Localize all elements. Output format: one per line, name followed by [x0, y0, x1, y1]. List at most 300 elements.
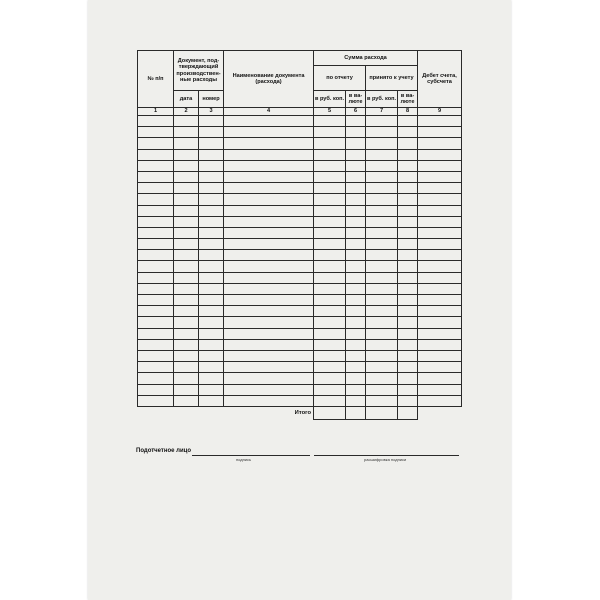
- table-cell[interactable]: [398, 127, 418, 138]
- header-accepted-rub: в руб. коп.: [366, 91, 398, 108]
- transcript-caption: расшифровка подписи: [364, 457, 407, 462]
- table-row: [138, 239, 462, 250]
- table-cell[interactable]: [346, 227, 366, 238]
- table-cell[interactable]: [418, 250, 462, 261]
- table-cell[interactable]: [314, 339, 346, 350]
- table-cell[interactable]: [138, 295, 174, 306]
- table-row: [138, 384, 462, 395]
- table-cell[interactable]: [346, 283, 366, 294]
- table-cell[interactable]: [418, 328, 462, 339]
- table-cell[interactable]: [418, 373, 462, 384]
- table-cell[interactable]: [199, 373, 224, 384]
- table-cell[interactable]: [199, 138, 224, 149]
- table-cell[interactable]: [346, 216, 366, 227]
- table-row: [138, 160, 462, 171]
- table-cell[interactable]: [224, 261, 314, 272]
- table-cell[interactable]: [418, 350, 462, 361]
- table-cell[interactable]: [398, 317, 418, 328]
- table-cell[interactable]: [174, 272, 199, 283]
- table-cell[interactable]: [174, 373, 199, 384]
- table-cell[interactable]: [199, 160, 224, 171]
- table-cell[interactable]: [174, 138, 199, 149]
- table-cell[interactable]: [314, 160, 346, 171]
- table-cell[interactable]: [398, 149, 418, 160]
- table-cell[interactable]: [138, 350, 174, 361]
- table-cell[interactable]: [224, 149, 314, 160]
- table-cell[interactable]: [314, 317, 346, 328]
- table-row: [138, 171, 462, 182]
- table-cell[interactable]: [398, 362, 418, 373]
- table-cell[interactable]: [346, 339, 366, 350]
- table-cell[interactable]: [174, 160, 199, 171]
- table-row: [138, 216, 462, 227]
- table-cell[interactable]: [418, 395, 462, 406]
- table-cell[interactable]: [224, 317, 314, 328]
- table-cell[interactable]: [199, 283, 224, 294]
- table-row: [138, 272, 462, 283]
- table-cell[interactable]: [199, 328, 224, 339]
- table-cell[interactable]: [314, 194, 346, 205]
- header-debit: [418, 51, 462, 108]
- table-cell[interactable]: [418, 127, 462, 138]
- table-cell[interactable]: [398, 373, 418, 384]
- table-cell[interactable]: [224, 160, 314, 171]
- table-cell[interactable]: [138, 116, 174, 127]
- table-cell[interactable]: [138, 306, 174, 317]
- table-cell[interactable]: [398, 138, 418, 149]
- table-cell[interactable]: [418, 339, 462, 350]
- table-cell[interactable]: [366, 149, 398, 160]
- signature-line[interactable]: [192, 455, 310, 456]
- table-cell[interactable]: [398, 239, 418, 250]
- header-number: номер: [199, 91, 224, 108]
- table-cell[interactable]: [174, 127, 199, 138]
- table-row: [138, 227, 462, 238]
- table-cell[interactable]: [346, 306, 366, 317]
- table-cell[interactable]: [418, 283, 462, 294]
- table-cell[interactable]: [224, 227, 314, 238]
- table-cell[interactable]: [199, 227, 224, 238]
- table-cell[interactable]: [174, 350, 199, 361]
- header-num: № п/п: [138, 51, 174, 108]
- table-cell[interactable]: [314, 216, 346, 227]
- table-cell[interactable]: [314, 283, 346, 294]
- table-cell[interactable]: [366, 183, 398, 194]
- table-cell[interactable]: [314, 395, 346, 406]
- table-cell[interactable]: [398, 350, 418, 361]
- table-cell[interactable]: [174, 149, 199, 160]
- table-cell[interactable]: [199, 250, 224, 261]
- table-cell[interactable]: [418, 116, 462, 127]
- table-cell[interactable]: [224, 339, 314, 350]
- table-cell[interactable]: [346, 261, 366, 272]
- table-cell[interactable]: [174, 395, 199, 406]
- table-cell[interactable]: [199, 183, 224, 194]
- table-cell[interactable]: [346, 350, 366, 361]
- table-cell[interactable]: [366, 373, 398, 384]
- table-cell[interactable]: [418, 272, 462, 283]
- table-cell[interactable]: [314, 127, 346, 138]
- total-blank: [418, 406, 462, 419]
- table-cell[interactable]: [366, 250, 398, 261]
- table-cell[interactable]: [138, 239, 174, 250]
- table-cell[interactable]: [224, 239, 314, 250]
- table-body: [138, 116, 462, 420]
- table-cell[interactable]: [314, 295, 346, 306]
- table-row: [138, 194, 462, 205]
- table-cell[interactable]: [346, 362, 366, 373]
- table-cell[interactable]: [366, 227, 398, 238]
- table-cell[interactable]: [224, 328, 314, 339]
- total-cell[interactable]: [366, 406, 398, 419]
- header-date: дата: [174, 91, 199, 108]
- table-cell[interactable]: [418, 171, 462, 182]
- table-cell[interactable]: [174, 339, 199, 350]
- table-cell[interactable]: [366, 295, 398, 306]
- table-row: [138, 362, 462, 373]
- table-cell[interactable]: [138, 171, 174, 182]
- table-cell[interactable]: [346, 194, 366, 205]
- table-cell[interactable]: [174, 171, 199, 182]
- table-cell[interactable]: [366, 350, 398, 361]
- table-cell[interactable]: [366, 283, 398, 294]
- table-cell[interactable]: [314, 384, 346, 395]
- table-cell[interactable]: [314, 350, 346, 361]
- table-cell[interactable]: [138, 395, 174, 406]
- table-cell[interactable]: [418, 306, 462, 317]
- table-row: [138, 306, 462, 317]
- table-cell[interactable]: [418, 261, 462, 272]
- table-cell[interactable]: [346, 160, 366, 171]
- table-cell[interactable]: [366, 127, 398, 138]
- table-cell[interactable]: [199, 384, 224, 395]
- table-cell[interactable]: [314, 205, 346, 216]
- table-cell[interactable]: [174, 116, 199, 127]
- table-cell[interactable]: [314, 138, 346, 149]
- table-cell[interactable]: [398, 339, 418, 350]
- table-cell[interactable]: [366, 362, 398, 373]
- table-cell[interactable]: [346, 116, 366, 127]
- table-cell[interactable]: [366, 328, 398, 339]
- table-cell[interactable]: [346, 183, 366, 194]
- table-cell[interactable]: [398, 171, 418, 182]
- table-cell[interactable]: [199, 205, 224, 216]
- header-document: [174, 51, 224, 91]
- table-row: [138, 116, 462, 127]
- table-cell[interactable]: [418, 317, 462, 328]
- table-cell[interactable]: [346, 272, 366, 283]
- total-cell[interactable]: [398, 406, 418, 419]
- table-cell[interactable]: [224, 194, 314, 205]
- table-cell[interactable]: [366, 194, 398, 205]
- table-cell[interactable]: [366, 317, 398, 328]
- table-cell[interactable]: [138, 138, 174, 149]
- table-cell[interactable]: [398, 295, 418, 306]
- table-cell[interactable]: [138, 160, 174, 171]
- signature-caption: подпись: [236, 457, 252, 462]
- table-cell[interactable]: [174, 283, 199, 294]
- table-cell[interactable]: [199, 149, 224, 160]
- table-cell[interactable]: [366, 160, 398, 171]
- table-row: [138, 261, 462, 272]
- table-cell[interactable]: [314, 250, 346, 261]
- transcript-line[interactable]: [314, 455, 459, 456]
- column-number: 7: [366, 108, 398, 116]
- table-cell[interactable]: [366, 171, 398, 182]
- header-by-report: по отчету: [314, 66, 366, 91]
- table-cell[interactable]: [418, 295, 462, 306]
- table-cell[interactable]: [174, 183, 199, 194]
- table-cell[interactable]: [418, 149, 462, 160]
- table-cell[interactable]: [224, 138, 314, 149]
- table-row: [138, 328, 462, 339]
- table-cell[interactable]: [366, 138, 398, 149]
- table-cell[interactable]: [398, 205, 418, 216]
- table-cell[interactable]: [224, 250, 314, 261]
- table-cell[interactable]: [224, 295, 314, 306]
- table-cell[interactable]: [346, 127, 366, 138]
- table-cell[interactable]: [314, 239, 346, 250]
- table-cell[interactable]: [314, 261, 346, 272]
- table-cell[interactable]: [174, 328, 199, 339]
- table-cell[interactable]: [398, 328, 418, 339]
- expense-table: [137, 50, 462, 420]
- table-cell[interactable]: [224, 395, 314, 406]
- table-cell[interactable]: [199, 306, 224, 317]
- signature-block: [136, 448, 466, 468]
- header-accepted-currency: в ва-люте: [398, 91, 418, 108]
- table-cell[interactable]: [138, 149, 174, 160]
- table-row: [138, 149, 462, 160]
- table-row: [138, 295, 462, 306]
- table-cell[interactable]: [314, 171, 346, 182]
- table-cell[interactable]: [199, 272, 224, 283]
- table-cell[interactable]: [199, 127, 224, 138]
- table-cell[interactable]: [224, 283, 314, 294]
- table-cell[interactable]: [398, 160, 418, 171]
- table-cell[interactable]: [418, 362, 462, 373]
- table-cell[interactable]: [174, 317, 199, 328]
- table-cell[interactable]: [138, 272, 174, 283]
- column-number: 1: [138, 108, 174, 116]
- table-cell[interactable]: [138, 373, 174, 384]
- column-number: 4: [224, 108, 314, 116]
- table-cell[interactable]: [398, 306, 418, 317]
- table-cell[interactable]: [199, 339, 224, 350]
- table-cell[interactable]: [346, 384, 366, 395]
- table-cell[interactable]: [398, 261, 418, 272]
- table-cell[interactable]: [366, 205, 398, 216]
- table-cell[interactable]: [174, 205, 199, 216]
- table-cell[interactable]: [138, 317, 174, 328]
- table-row: [138, 350, 462, 361]
- table-cell[interactable]: [224, 306, 314, 317]
- table-cell[interactable]: [224, 384, 314, 395]
- table-row: [138, 283, 462, 294]
- table-cell[interactable]: [418, 183, 462, 194]
- table-row: [138, 339, 462, 350]
- table-cell[interactable]: [366, 272, 398, 283]
- table-cell[interactable]: [199, 261, 224, 272]
- table-cell[interactable]: [138, 339, 174, 350]
- total-cell[interactable]: [314, 406, 346, 419]
- table-cell[interactable]: [398, 283, 418, 294]
- table-cell[interactable]: [346, 328, 366, 339]
- header-report-currency: в ва-люте: [346, 91, 366, 108]
- table-cell[interactable]: [174, 362, 199, 373]
- table-cell[interactable]: [314, 183, 346, 194]
- table-cell[interactable]: [199, 239, 224, 250]
- expense-report-form: [137, 50, 462, 420]
- table-cell[interactable]: [398, 216, 418, 227]
- table-cell[interactable]: [138, 283, 174, 294]
- table-row: [138, 183, 462, 194]
- table-cell[interactable]: [314, 328, 346, 339]
- table-cell[interactable]: [314, 227, 346, 238]
- table-cell[interactable]: [174, 194, 199, 205]
- table-cell[interactable]: [418, 384, 462, 395]
- table-cell[interactable]: [174, 261, 199, 272]
- table-cell[interactable]: [346, 239, 366, 250]
- table-cell[interactable]: [314, 373, 346, 384]
- table-cell[interactable]: [138, 328, 174, 339]
- table-cell[interactable]: [418, 138, 462, 149]
- column-number: 3: [199, 108, 224, 116]
- header-sum: Сумма расхода: [314, 51, 418, 66]
- table-cell[interactable]: [418, 205, 462, 216]
- table-cell[interactable]: [366, 261, 398, 272]
- table-cell[interactable]: [398, 272, 418, 283]
- table-cell[interactable]: [199, 362, 224, 373]
- table-cell[interactable]: [224, 205, 314, 216]
- table-cell[interactable]: [398, 183, 418, 194]
- header-debit-text: Дебет счета, субсчета: [422, 72, 457, 85]
- table-cell[interactable]: [138, 194, 174, 205]
- table-cell[interactable]: [174, 384, 199, 395]
- table-row: [138, 138, 462, 149]
- table-cell[interactable]: [346, 295, 366, 306]
- table-cell[interactable]: [138, 127, 174, 138]
- total-cell[interactable]: [346, 406, 366, 419]
- table-cell[interactable]: [174, 306, 199, 317]
- table-cell[interactable]: [224, 171, 314, 182]
- table-cell[interactable]: [199, 350, 224, 361]
- table-cell[interactable]: [346, 373, 366, 384]
- table-cell[interactable]: [366, 116, 398, 127]
- table-cell[interactable]: [346, 138, 366, 149]
- header-name: [224, 51, 314, 108]
- table-cell[interactable]: [224, 216, 314, 227]
- table-cell[interactable]: [366, 306, 398, 317]
- table-cell[interactable]: [314, 306, 346, 317]
- table-cell[interactable]: [138, 384, 174, 395]
- table-cell[interactable]: [138, 205, 174, 216]
- table-cell[interactable]: [314, 149, 346, 160]
- table-cell[interactable]: [314, 362, 346, 373]
- table-cell[interactable]: [398, 227, 418, 238]
- column-number: 2: [174, 108, 199, 116]
- header-accepted: принято к учету: [366, 66, 418, 91]
- table-cell[interactable]: [418, 194, 462, 205]
- table-cell[interactable]: [138, 216, 174, 227]
- table-cell[interactable]: [199, 116, 224, 127]
- table-cell[interactable]: [366, 339, 398, 350]
- table-cell[interactable]: [418, 227, 462, 238]
- table-cell[interactable]: [138, 261, 174, 272]
- table-cell[interactable]: [346, 205, 366, 216]
- table-cell[interactable]: [398, 384, 418, 395]
- table-cell[interactable]: [418, 216, 462, 227]
- table-row: [138, 250, 462, 261]
- table-cell[interactable]: [199, 194, 224, 205]
- table-cell[interactable]: [199, 171, 224, 182]
- table-cell[interactable]: [224, 116, 314, 127]
- table-cell[interactable]: [199, 317, 224, 328]
- table-cell[interactable]: [398, 250, 418, 261]
- table-row: [138, 205, 462, 216]
- table-cell[interactable]: [366, 395, 398, 406]
- table-cell[interactable]: [199, 295, 224, 306]
- accountable-person-label: Подотчетное лицо: [136, 448, 191, 454]
- paper-sheet: [88, 0, 511, 600]
- table-cell[interactable]: [224, 350, 314, 361]
- table-cell[interactable]: [346, 250, 366, 261]
- table-cell[interactable]: [418, 160, 462, 171]
- total-row: [138, 406, 462, 419]
- table-cell[interactable]: [138, 250, 174, 261]
- table-cell[interactable]: [366, 216, 398, 227]
- table-row: [138, 317, 462, 328]
- table-cell[interactable]: [174, 250, 199, 261]
- column-number: 6: [346, 108, 366, 116]
- table-row: [138, 373, 462, 384]
- table-cell[interactable]: [174, 239, 199, 250]
- table-cell[interactable]: [224, 362, 314, 373]
- header-document-text: Документ, под-тверждающий производствен-ные расходы: [176, 57, 221, 83]
- table-cell[interactable]: [224, 183, 314, 194]
- table-cell[interactable]: [224, 272, 314, 283]
- table-cell[interactable]: [366, 239, 398, 250]
- table-cell[interactable]: [314, 272, 346, 283]
- table-cell[interactable]: [138, 227, 174, 238]
- column-number: 5: [314, 108, 346, 116]
- table-cell[interactable]: [224, 127, 314, 138]
- table-cell[interactable]: [224, 373, 314, 384]
- table-cell[interactable]: [398, 116, 418, 127]
- table-cell[interactable]: [138, 362, 174, 373]
- table-cell[interactable]: [174, 216, 199, 227]
- total-label: Итого: [138, 406, 314, 419]
- table-cell[interactable]: [346, 171, 366, 182]
- table-cell[interactable]: [346, 395, 366, 406]
- table-cell[interactable]: [174, 295, 199, 306]
- header-name-text: Наименование документа (расхода): [232, 72, 305, 85]
- table-cell[interactable]: [418, 239, 462, 250]
- column-number: 9: [418, 108, 462, 116]
- table-cell[interactable]: [138, 183, 174, 194]
- table-cell[interactable]: [314, 116, 346, 127]
- table-cell[interactable]: [199, 395, 224, 406]
- table-cell[interactable]: [346, 149, 366, 160]
- column-number: 8: [398, 108, 418, 116]
- table-cell[interactable]: [366, 384, 398, 395]
- table-cell[interactable]: [174, 227, 199, 238]
- table-cell[interactable]: [346, 317, 366, 328]
- table-row: [138, 127, 462, 138]
- table-cell[interactable]: [398, 395, 418, 406]
- table-cell[interactable]: [199, 216, 224, 227]
- table-cell[interactable]: [398, 194, 418, 205]
